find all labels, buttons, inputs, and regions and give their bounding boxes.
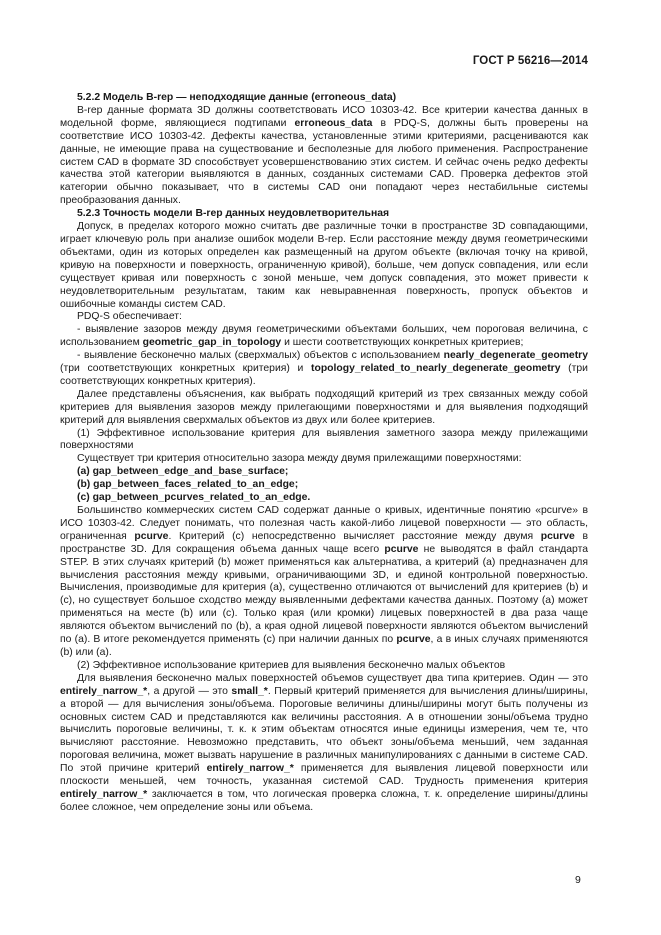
- paragraph: (2) Эффективное использование критериев для выявления бесконечно малых объектов: [77, 659, 506, 671]
- criterion-c: (c) gap_between_pcurves_related_to_an_edge.: [77, 492, 311, 504]
- criterion-b: (b) gap_between_faces_related_to_an_edge;: [77, 479, 299, 491]
- paragraph: Для выявления бесконечно малых поверхностей объемов существует два типа критериев. Один — это entirely_narrow_*, а другой — это small_*. Первый критерий применяется для вычисления длины/ширины, а второй — для вычисления зоны/объема. Пороговые величины длины/ширины могут быть получены из основных систем CAD и представляются как величины расстояния. А в отношении зоны/объема трудно вычислить пороговые величины, т. к. к этим объектам относятся иные единицы измерения, чем те, что вычисляют расстояние. Невозможно представить, что объект зоны/объема меньший, чем заданная пороговая величина, может вызвать нарушение в различных манипулированиях с данными в системе CAD. По этой причине критерий entirely_narrow_* применяется для выявления лицевой поверхности или плоскости меньшей, чем точность, указанная системой CAD. Трудность применения критерия entirely_narrow_* заключается в том, что логическая проверка сложна, т. к. определение ширины/длины более сложное, чем определение зоны или объема.: [60, 672, 588, 813]
- section-heading-5-2-2: 5.2.2 Модель B-rep — неподходящие данные (erroneous_data): [77, 92, 397, 103]
- paragraph: B-rep данные формата 3D должны соответствовать ИСО 10303-42. Все критерии качества данных в модельной форме, являющиеся подтипами erroneous_data в PDQ-S, должны быть проверены на соответствие ИСО 10303-42. Дефекты качества, установленные этими критериями, расцениваются как данные, не имеющие права на существование и бесполезные для любого применения. Распространение систем CAD в формате 3D способствует усовершенствованию этих систем. И сейчас очень редко дефекты качества этой категории выявляются в данных, созданных системами CAD. Проверка дефектов этой категории обычно показывает, что в системы CAD они попадают через нестабильные системы преобразования данных.: [60, 104, 588, 207]
- page-number: 9: [575, 874, 581, 886]
- paragraph: PDQ-S обеспечивает:: [77, 311, 182, 323]
- paragraph: Существует три критерия относительно зазора между двумя прилежащими поверхностями:: [77, 453, 522, 465]
- list-item: - выявление бесконечно малых (сверхмалых) объектов с использованием nearly_degenerate_geometry (три соответствующих конкретных критерия) и topology_related_to_nearly_degenerate_geometry (три соответствующих конкретных критерия).: [60, 350, 588, 387]
- section-heading-5-2-3: 5.2.3 Точность модели B-rep данных неудовлетворительная: [77, 208, 390, 220]
- paragraph: Большинство коммерческих систем CAD содержат данные о кривых, идентичные понятию «pcurve» в ИСО 10303-42. Следует понимать, что полезная часть какой-либо лицевой поверхности — это область, ограниченная pcurve. Критерий (c) непосредственно вычисляет расстояние между двумя pcurve в пространстве 3D. Для сокращения объема данных чаще всего pcurve не выводятся в файл стандарта STEP. В этих случаях критерий (b) может применяться как альтернатива, а критерий (a) предназначен для вычисления расстояния между кривыми, ограничивающими 3D, и единой контрольной поверхностью. Вычисления, производимые для критерия (a), существенно отличаются от вычислений для критериев (b) и (c), но существует большое сходство между выявленными дефектами качества данных. Поэтому (a) может применяться на месте (b) или (c). Только края (или кромки) лицевых поверхностей в два раза чаще являются объектом вычислений по (b), а края одной лицевой поверхности являются объектом вычислений по (a). В итоге рекомендуется применять (c) при наличии данных по pcurve, а в иных случаях применяются (b) или (a).: [60, 505, 588, 658]
- document-header: ГОСТ Р 56216—2014: [472, 55, 588, 67]
- list-item: - выявление зазоров между двумя геометрическими объектами больших, чем пороговая величина, с использованием geometric_gap_in_topology и шести соответствующих конкретных критериев;: [60, 324, 588, 349]
- paragraph: (1) Эффективное использование критерия для выявления заметного зазора между прилежащими поверхностями: [60, 427, 588, 452]
- criterion-a: (a) gap_between_edge_and_base_surface;: [77, 466, 289, 478]
- page-body: [60, 92, 588, 815]
- paragraph: Допуск, в пределах которого можно считать две различные точки в пространстве 3D совпадающими, играет ключевую роль при анализе ошибок модели B-rep. Если расстояние между двумя геометрическими объектами, один из которых определен как размещенный на другом объекте (включая точку на кривой, кривую на поверхности и поверхность, ограниченную кривой), больше, чем допуск совпадения, или если существует кривая или поверхность с зоной меньше, чем допуск совпадения, это может привести к неудовлетворительным результатам, таким как невыравненная поверхность, пропуск объектов и ошибочные команды систем CAD.: [60, 221, 588, 310]
- paragraph: Далее представлены объяснения, как выбрать подходящий критерий из трех связанных между собой критериев для выявления зазоров между прилегающими поверхностями и для выявления подходящий критерий для выявления сверхмалых объектов из двух или более критериев.: [60, 388, 588, 426]
